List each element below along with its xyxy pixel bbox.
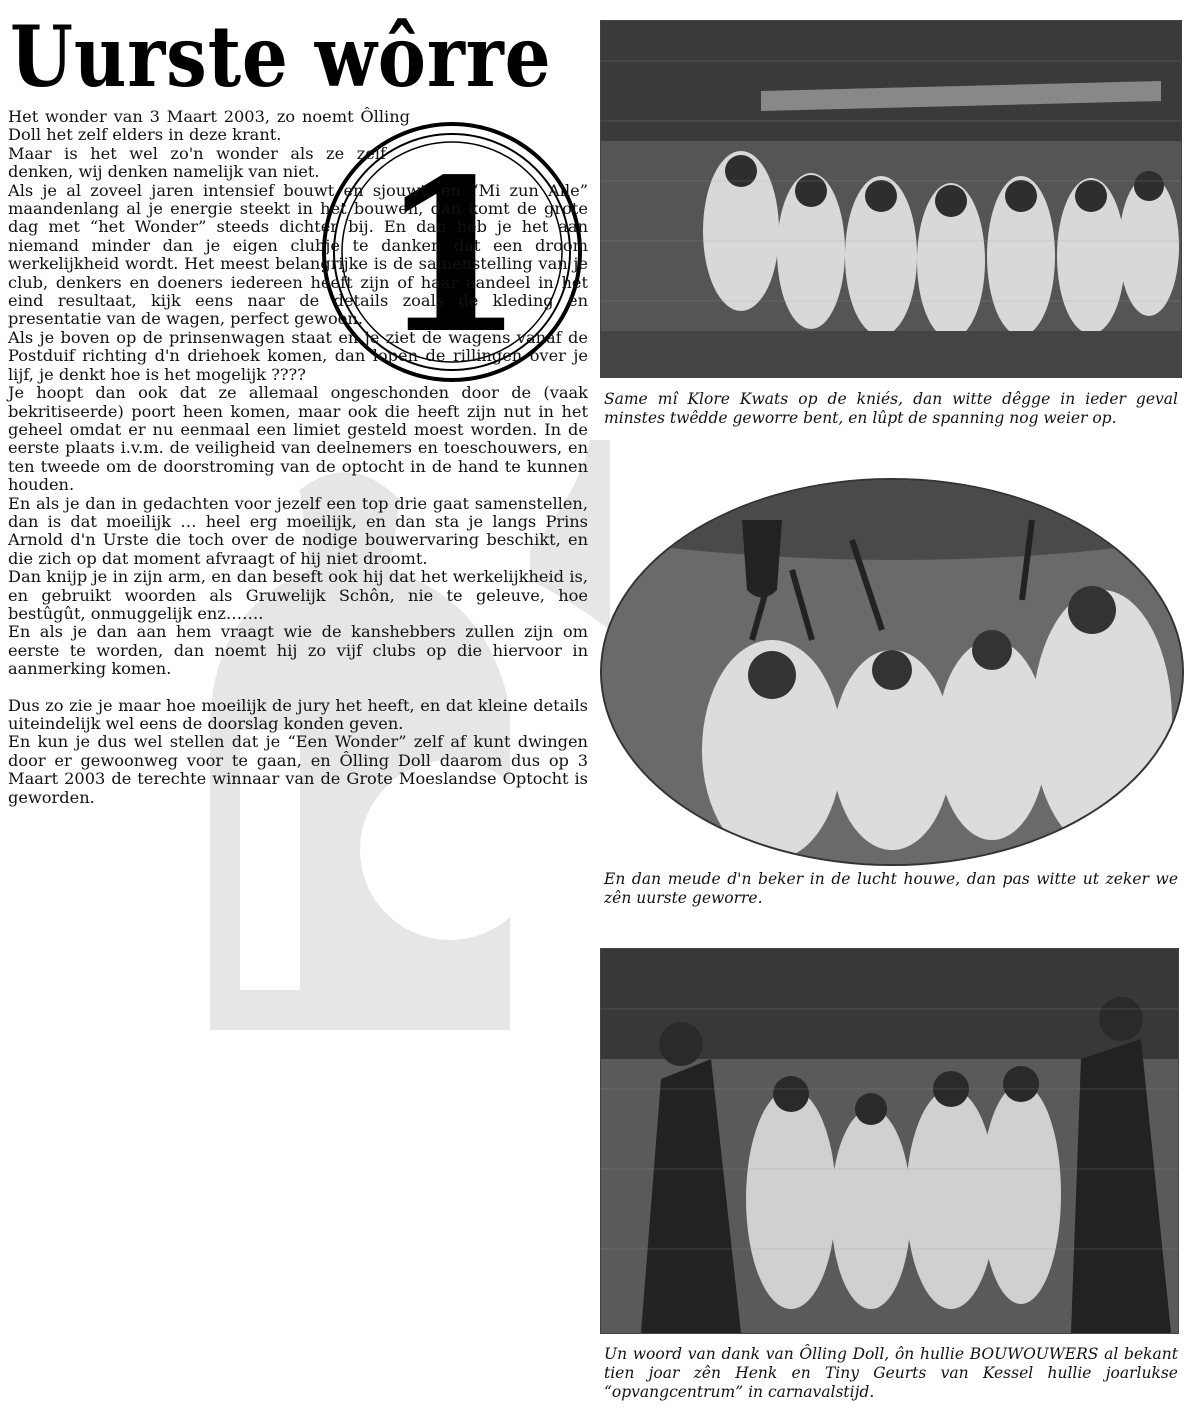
photo-trophy-raised xyxy=(600,478,1184,866)
article-paragraph: Je hoopt dan ook dat ze allemaal ongeschonden door de (vaak bekritiseerde) poort heen komen, maar ook die heeft zijn nut in het geheel omdat er nu eenmaal een limiet gesteld moest worden. In de eerste plaats i.v.m. de veiligheid van deelnemers en toeschouwers, en ten tweede om de doorstroming van de optocht in de hand te kunnen houden. xyxy=(8,383,588,495)
photo-caption: Un woord van dank van Ôlling Doll, ôn hullie BOUWOUWERS al bekant tien joar zên Henk en Tiny Geurts van Kessel hullie joarlukse “opvangcentrum” in carnavalstijd. xyxy=(604,1345,1178,1401)
article-paragraph: Als je al zoveel jaren intensief bouwt en sjouwt, en “Mi zun Alle” maandenlang al je energie steekt in het bouwen, dan komt de grote dag met “het Wonder” steeds dichter bij. En dan heb je het aan niemand minder dan je eigen clubje te danken dat een droom werkelijkheid wordt. Het meest belangrijke is de samenstelling van je club, denkers en doeners iedereen heeft zijn of haar aandeel in het eind resultaat, kijk eens naar de details zoals de kleding en presentatie van de wagen, perfect gewoon. xyxy=(8,180,588,329)
article-paragraph: Als je boven op de prinsenwagen staat en je ziet de wagens vanaf de Postduif richting d'n driehoek komen, dan lopen de rillingen over je lijf, je denkt hoe is het mogelijk ???? xyxy=(8,327,588,384)
article-paragraph: En kun je dus wel stellen dat je “Een Wonder” zelf af kunt dwingen door er gewoonweg voor te gaan, en Ôlling Doll daarom dus op 3 Maart 2003 de terechte winnaar van de Grote Moeslandse Optocht is geworden. xyxy=(8,732,588,807)
photo-thank-you-speech xyxy=(600,948,1179,1334)
photo-kneeling-group xyxy=(600,20,1182,378)
photo-caption: Same mî Klore Kwats op de kniés, dan witte dêgge in ieder geval minstes twêdde geworre bent, en lûpt de spanning nog weier op. xyxy=(604,390,1178,427)
article-paragraph: En als je dan aan hem vraagt wie de kanshebbers zullen zijn om eerste te worden, dan noemt hij zo vijf clubs op die hiervoor in aanmerking komen. xyxy=(8,622,588,679)
article-paragraph: Maar is het wel zo'n wonder als ze zelf denken, wij denken namelijk van niet. xyxy=(8,143,386,182)
article-body xyxy=(8,108,588,807)
article-paragraph: En als je dan in gedachten voor jezelf een top drie gaat samenstellen, dan is dat moeilijk … heel erg moeilijk, en dan sta je langs Prins Arnold d'n Urste die toch over de nodige bouwervaring beschikt, en die zich op dat moment afvraagt of hij niet droomt. xyxy=(8,493,588,568)
photo-caption: En dan meude d'n beker in de lucht houwe, dan pas witte ut zeker we zên uurste geworre. xyxy=(604,870,1178,907)
badge-numeral: 1 xyxy=(378,133,526,380)
page-headline: Uurste wôrre xyxy=(10,7,552,106)
article-paragraph: Het wonder van 3 Maart 2003, zo noemt Ôlling Doll het zelf elders in deze krant. xyxy=(8,107,410,145)
article-paragraph: Dus zo zie je maar hoe moeilijk de jury het heeft, en dat kleine details uiteindelijk wel eens de doorslag konden geven. xyxy=(8,695,588,733)
article-paragraph: Dan knijp je in zijn arm, en dan beseft ook hij dat het werkelijkheid is, en gebruikt woorden als Gruwelijk Schôn, nie te geleuve, hoe bestûgût, onmuggelijk enz……. xyxy=(8,567,588,623)
